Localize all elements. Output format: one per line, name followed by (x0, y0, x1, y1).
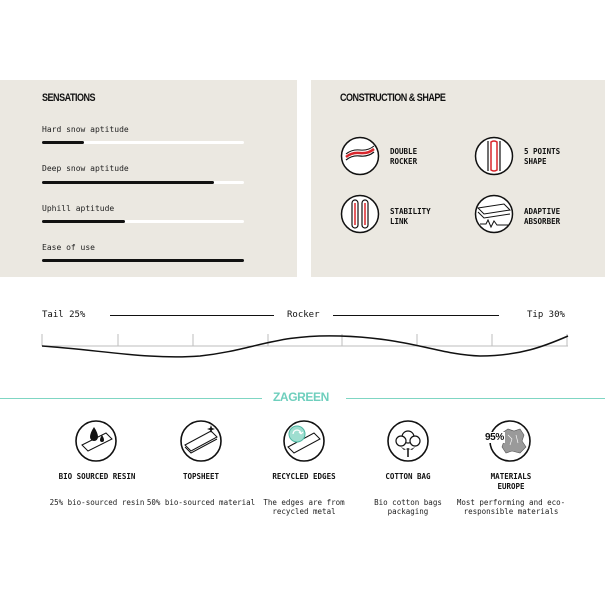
double-rocker-icon (340, 136, 380, 176)
rocker-profile-diagram (40, 324, 570, 369)
eco-item-title: RECYCLED EDGES (272, 472, 336, 481)
sensation-gauge (42, 220, 244, 223)
rocker-divider-line (110, 315, 274, 316)
adaptive-absorber-icon (474, 194, 514, 234)
construction-feature-label: STABILITY LINK (390, 207, 431, 226)
zagreen-divider-left (0, 398, 262, 399)
sensations-title: SENSATIONS (42, 92, 96, 104)
sensation-gauge-fill (42, 220, 125, 223)
eco-item-desc: Bio cotton bags packaging (374, 498, 442, 516)
sensation-gauge-fill (42, 181, 214, 184)
rocker-tip-label: Tip 30% (527, 310, 565, 320)
materials-percent-badge: 95% (485, 432, 504, 443)
stability-link-icon (340, 194, 380, 234)
sensation-gauge-fill (42, 141, 84, 144)
eco-item-desc: Most performing and eco-responsible materials (456, 498, 566, 516)
zagreen-logo: ZAGREEN (273, 390, 329, 404)
sensation-label: Uphill aptitude (42, 204, 115, 213)
construction-feature-label: 5 POINTS SHAPE (524, 147, 561, 166)
construction-title: CONSTRUCTION & SHAPE (340, 92, 446, 104)
sensation-gauge (42, 181, 244, 184)
rocker-center-label: Rocker (287, 310, 320, 320)
eco-item-title: COTTON BAG (385, 472, 431, 481)
construction-feature-label: ADAPTIVE ABSORBER (524, 207, 561, 226)
sensation-gauge-fill (42, 259, 244, 262)
eco-item-desc: 25% bio-sourced resin (49, 498, 145, 507)
sensation-label: Hard snow aptitude (42, 125, 129, 134)
construction-feature-label: DOUBLE ROCKER (390, 147, 418, 166)
eco-item-desc: The edges are from recycled metal (263, 498, 345, 516)
eco-item-desc: 50% bio-sourced material (146, 498, 256, 507)
rocker-divider-line (333, 315, 499, 316)
rocker-tail-label: Tail 25% (42, 310, 86, 320)
construction-panel (311, 80, 605, 277)
sensation-label: Ease of use (42, 243, 95, 252)
sensation-gauge (42, 259, 244, 262)
sensation-label: Deep snow aptitude (42, 164, 129, 173)
five-points-shape-icon (474, 136, 514, 176)
zagreen-divider-right (346, 398, 605, 399)
sensation-gauge (42, 141, 244, 144)
eco-item-title: TOPSHEET (182, 472, 220, 481)
eco-item-title: MATERIALS EUROPE (490, 472, 532, 491)
recycled-edges-icon (282, 419, 326, 463)
eco-item-title: BIO SOURCED RESIN (58, 472, 136, 481)
topsheet-icon (179, 419, 223, 463)
cotton-flower-icon (386, 419, 430, 463)
resin-drop-icon (74, 419, 118, 463)
